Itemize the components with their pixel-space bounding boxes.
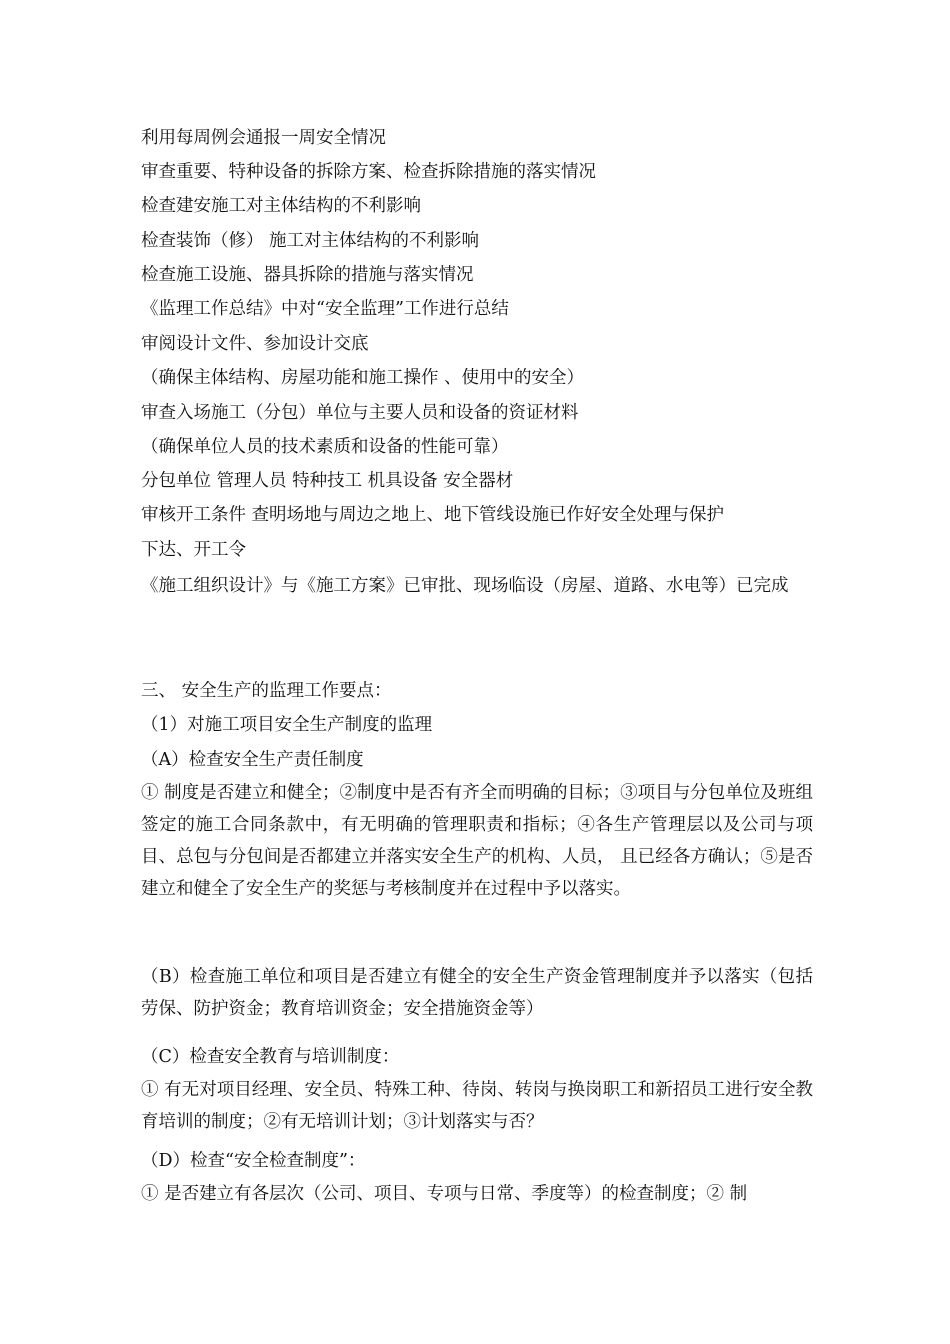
paragraph-b: （B）检查施工单位和项目是否建立有健全的安全生产资金管理制度并予以落实（包括劳保、防护资金；教育培训资金；安全措施资金等） bbox=[141, 967, 813, 1019]
paragraph-a: ① 制度是否建立和健全；②制度中是否有齐全而明确的目标；③项目与分包单位及班组签定的施工合同条款中，有无明确的管理职责和指标；④各生产管理层以及公司与项目、总包与分包间是否都建立并落实安全生产的机构、人员， 且已经各方确认；⑤是否建立和健全了安全生产的奖惩与考核制度并在过程中予以落实。 bbox=[141, 783, 813, 899]
item-heading: （1）对施工项目安全生产制度的监理 bbox=[141, 715, 433, 735]
text-line: 检查施工设施、器具拆除的措施与落实情况 bbox=[141, 265, 474, 285]
text-line: 检查建安施工对主体结构的不利影响 bbox=[141, 196, 421, 216]
text-line: 下达、开工令 bbox=[141, 540, 246, 560]
item-heading: （A）检查安全生产责任制度 bbox=[141, 750, 364, 770]
text-line: 审查重要、特种设备的拆除方案、检查拆除措施的落实情况 bbox=[141, 162, 596, 182]
item-heading: （C）检查安全教育与培训制度： bbox=[141, 1047, 400, 1067]
text-line: （确保主体结构、房屋功能和施工操作 、使用中的安全） bbox=[141, 368, 585, 388]
text-line: 利用每周例会通报一周安全情况 bbox=[141, 128, 386, 148]
paragraph-d: ① 是否建立有各层次（公司、项目、专项与日常、季度等）的检查制度；② 制 bbox=[141, 1184, 748, 1204]
text-line: （确保单位人员的技术素质和设备的性能可靠） bbox=[141, 437, 509, 457]
text-line: 审核开工条件 查明场地与周边之地上、地下管线设施已作好安全处理与保护 bbox=[141, 505, 725, 525]
paragraph-construction: 《施工组织设计》与《施工方案》已审批、现场临设（房屋、道路、水电等）已完成 bbox=[141, 576, 789, 596]
paragraph-c: ① 有无对项目经理、安全员、特殊工种、待岗、转岗与换岗职工和新招员工进行安全教育培训的制度；②有无培训计划；③计划落实与否？ bbox=[141, 1080, 813, 1132]
text-line: 《监理工作总结》中对“安全监理”工作进行总结 bbox=[141, 299, 509, 319]
text-line: 分包单位 管理人员 特种技工 机具设备 安全器材 bbox=[141, 471, 514, 491]
section-heading: 三、 安全生产的监理工作要点： bbox=[141, 681, 392, 701]
text-line: 审查入场施工（分包）单位与主要人员和设备的资证材料 bbox=[141, 403, 579, 423]
item-heading: （D）检查“安全检查制度”： bbox=[141, 1151, 366, 1171]
text-line: 检查装饰（修） 施工对主体结构的不利影响 bbox=[141, 231, 480, 251]
text-line: 审阅设计文件、参加设计交底 bbox=[141, 334, 369, 354]
